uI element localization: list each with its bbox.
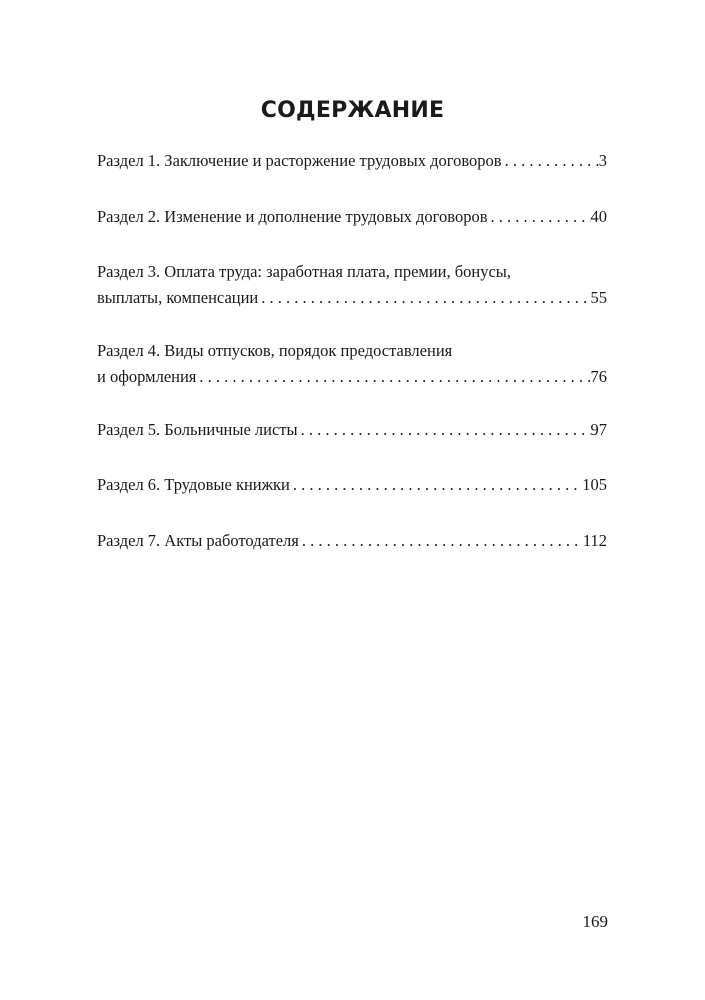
toc-entry-label: Раздел 7. Акты работодателя [97, 531, 299, 550]
toc-entry-6[interactable] [97, 472, 607, 498]
toc-entry-page: 3 [598, 151, 607, 170]
toc-entry-label-continued: и оформления [97, 367, 197, 386]
toc-entry-page: 105 [582, 475, 607, 494]
toc-entry-1[interactable] [97, 148, 607, 174]
toc-entry-label: Раздел 1. Заключение и расторжение трудовых договоров [97, 151, 502, 170]
toc-entry-label: Раздел 4. Виды отпусков, порядок предоставления [97, 341, 453, 360]
dot-leader [196, 364, 590, 390]
dot-leader [502, 148, 599, 174]
toc-entry-page: 40 [590, 207, 607, 226]
toc-entry-4[interactable] [97, 338, 607, 390]
toc-title: СОДЕРЖАНИЕ [260, 98, 445, 123]
toc-entry-7[interactable] [97, 528, 607, 554]
toc-entry-3[interactable] [97, 259, 607, 311]
toc-entry-label: Раздел 6. Трудовые книжки [97, 475, 290, 494]
dot-leader [258, 285, 590, 311]
toc-entry-label: Раздел 2. Изменение и дополнение трудовых договоров [97, 207, 488, 226]
dot-leader [298, 417, 591, 443]
toc-entry-page: 76 [590, 367, 607, 386]
toc-entry-page: 97 [590, 420, 607, 439]
toc-entry-2[interactable] [97, 204, 607, 230]
toc-entry-page: 112 [582, 531, 607, 550]
dot-leader [299, 528, 583, 554]
dot-leader [488, 204, 591, 230]
toc-entry-label: Раздел 5. Больничные листы [97, 420, 298, 439]
dot-leader [290, 472, 582, 498]
page-number: 169 [582, 912, 608, 931]
toc-entry-page: 55 [590, 288, 607, 307]
toc-entry-label: Раздел 3. Оплата труда: заработная плата, премии, бонусы, [97, 262, 511, 281]
toc-entry-label-continued: выплаты, компенсации [97, 288, 259, 307]
toc-entry-5[interactable] [97, 417, 607, 443]
